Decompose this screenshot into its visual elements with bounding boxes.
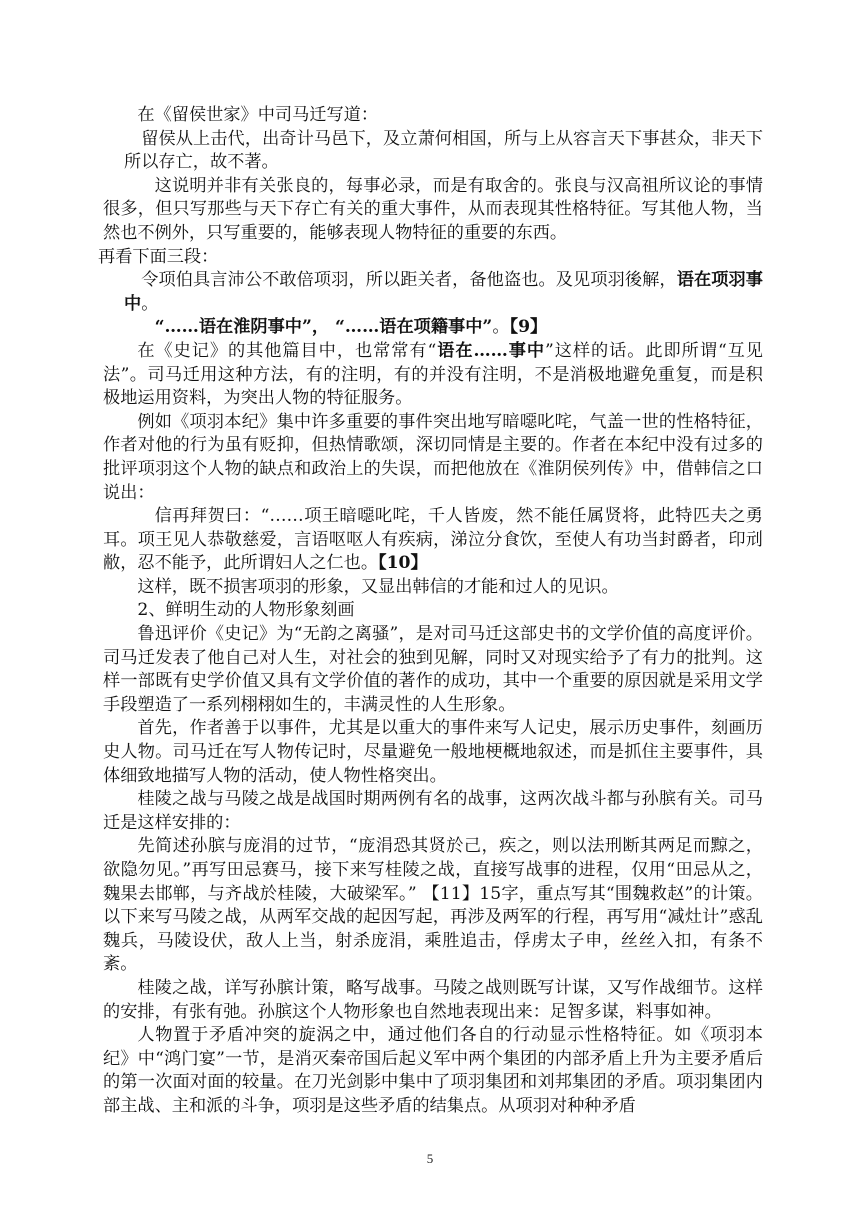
paragraph [103,788,763,835]
text-run: 信再拜贺曰：“……项王暗噁叱咤，千人皆废，然不能任属贤将，此特匹夫之勇耳。项王见人恭敬慈爱，言语呕呕人有疾病，涕泣分食饮，至使人有功当封爵者，印刓敝，忍不能予，此所谓妇人之仁也。 [103,506,763,574]
text-run: 。 [492,317,510,338]
bold-text: 【10】 [378,553,428,574]
text-run: 在《史记》的其他篇目中，也常常有“ [137,340,437,361]
paragraph [103,1024,763,1118]
page-number: 5 [426,1151,434,1166]
paragraph [103,340,763,411]
text-run: 桂陵之战与马陵之战是战国时期两例有名的战事，这两次战斗都与孙膑有关。司马迁是这样安排的： [103,789,763,833]
text-run: 例如《项羽本纪》集中许多重要的事件突出地写暗噁叱咤，气盖一世的性格特征，作者对他的行为虽有贬抑，但热情歌颂，深切同情是主要的。作者在本纪中没有过多的批评项羽这个人物的缺点和政治上的失误，而把他放在《淮阴侯列传》中，借韩信之口说出： [103,411,763,503]
bold-text: 语在项羽事中 [124,270,763,314]
paragraph [103,316,763,340]
text-run: 留侯从上击代，出奇计马邑下，及立萧何相国，所与上从容言天下事甚众，非天下所以存亡，故不著。 [124,128,763,173]
text-run: ”这样的话。此即所谓“互见法”。司马迁用这种方法，有的注明，有的并没有注明，不是消极地避免重复，而是积极地运用资料，为突出人物的特征服务。 [103,340,763,409]
text-run: 首先，作者善于以事件，尤其是以重大的事件来写人记史，展示历史事件，刻画历史人物。司马迁在写人物传记时，尽量避免一般地梗概地叙述，而是抓住主要事件，具体细致地描写人物的活动，使人物性格突出。 [103,718,763,786]
block-quote [103,269,763,316]
bold-text: 语在……事中 [436,340,546,361]
text-run: 令项伯具言沛公不敢倍项羽，所以距关者，备他盗也。及见项羽後解， [141,270,677,291]
paragraph [103,623,763,717]
bold-text: “……语在淮阴事中”， “……语在项籍事中” [154,317,493,338]
text-run: 。 [141,293,159,314]
block-quote [103,505,763,576]
text-run: 先简述孙膑与庞涓的过节，“庞涓恐其贤於己，疾之，则以法刑断其两足而黥之，欲隐勿见。”再写田忌赛马，接下来写桂陵之战，直接写战事的进程，仅用“田忌从之，魏果去邯郸，与齐战於桂陵，大破梁军。” 【11】15字，重点写其“围魏救赵”的计策。以下来写马陵之战，从两军交战的起因写起，再涉及两军的行程，再写用“减灶计”惑乱魏兵，马陵设伏，敌人上当，射杀庞涓，乘胜追击，俘虏太子申，丝丝入扣，有条不紊。 [103,836,763,975]
text-run: 鲁迅评价《史记》为“无韵之离骚”，是对司马迁这部史书的文学价值的高度评价。司马迁发表了他自己对人生，对社会的独到见解，同时又对现实给予了有力的批判。这样一部既有史学价值又具有文学价值的著作的成功，其中一个重要的原因就是采用文学手段塑造了一系列栩栩如生的，丰满灵性的人生形象。 [103,624,763,715]
document-body [98,104,763,1119]
paragraph [103,835,763,977]
bold-text: 【9】 [509,317,548,338]
text-run: 人物置于矛盾冲突的旋涡之中，通过他们各自的行动显示性格特征。如《项羽本纪》中“鸿门宴”一节，是消灭秦帝国后起义军中两个集团的内部矛盾上升为主要矛盾后的第一次面对面的较量。在刀光剑影中集中了项羽集团和刘邦集团的矛盾。项羽集团内部主战、主和派的斗争，项羽是这些矛盾的结集点。从项羽对种种矛盾 [103,1025,763,1116]
text-run: 在《留侯世家》中司马迁写道： [137,105,379,125]
paragraph [103,717,763,788]
paragraph [103,175,763,246]
text-run: 桂陵之战，详写孙膑计策，略写战事。马陵之战则既写计谋，又写作战细节。这样的安排，有张有弛。孙膑这个人物形象也自然地表现出来：足智多谋，料事如神。 [103,977,763,1022]
text-run: 这说明并非有关张良的，每事必录，而是有取舍的。张良与汉高祖所议论的事情很多，但只写那些与天下存亡有关的重大事件，从而表现其性格特征。写其他人物，当然也不例外，只写重要的，能够表现人物特征的重要的东西。 [103,175,763,243]
paragraph [98,246,763,270]
section-heading [103,599,763,623]
block-quote [103,128,763,175]
text-run: 2、鲜明生动的人物形象刻画 [137,600,355,621]
text-run: 再看下面三段： [98,246,219,267]
text-run: 这样，既不损害项羽的形象，又显出韩信的才能和过人的见识。 [137,576,619,597]
paragraph [103,411,763,505]
paragraph [103,576,763,600]
paragraph [103,977,763,1024]
paragraph [103,104,763,128]
